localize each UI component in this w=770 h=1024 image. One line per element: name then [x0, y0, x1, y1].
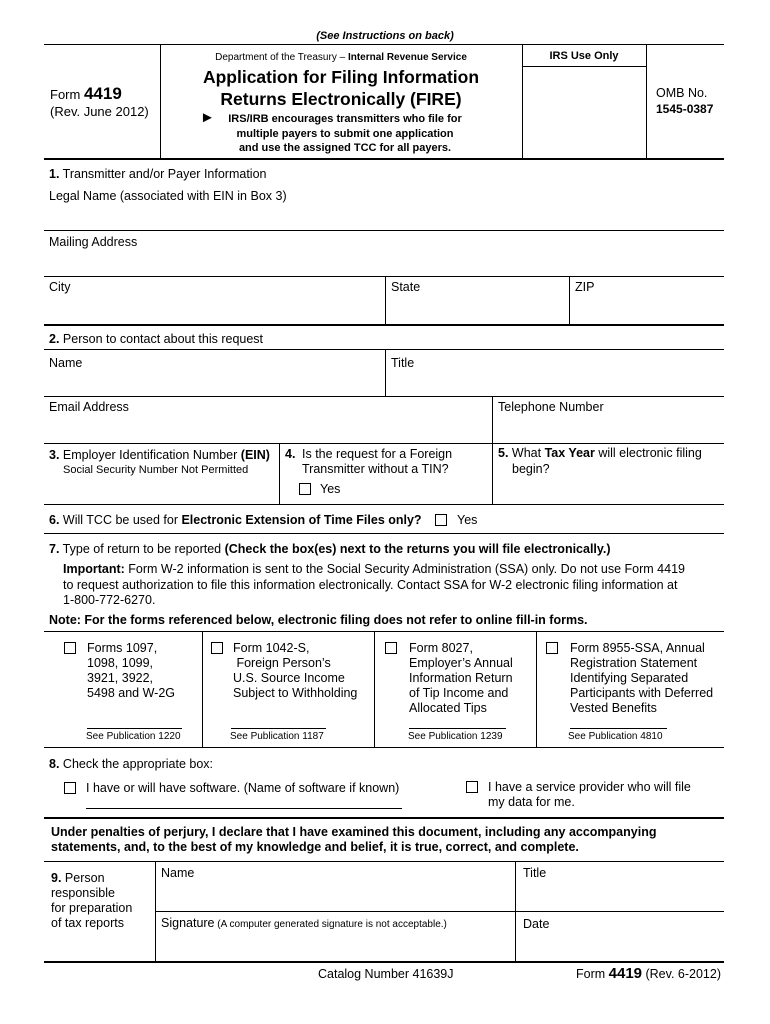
section8-heading-text: Check the appropriate box:: [59, 757, 214, 771]
contact-name-title-divider: [385, 349, 386, 396]
foreign-transmitter-yes-checkbox[interactable]: [299, 483, 311, 495]
section7-heading-bold: (Check the box(es) next to the returns you will file electronically.): [224, 542, 611, 556]
signer-name-rule: [155, 911, 724, 912]
signature-text: Signature: [161, 916, 215, 930]
section6-q-bold: Electronic Extension of Time Files only?: [181, 513, 422, 527]
section6-number: 6.: [49, 513, 60, 527]
section8-heading: [49, 757, 213, 771]
section2-heading-rule: [44, 349, 724, 350]
section1-heading: [49, 167, 266, 181]
encourages-note: IRS/IRB encourages transmitters who file for multiple payers to submit one application and use the assigned TCC for all payers.: [228, 113, 462, 154]
section7-heading: [49, 542, 611, 556]
form-1042s-rule: [231, 728, 326, 729]
irs-use-only-rule: [522, 66, 646, 67]
ein-abbrev: (EIN): [240, 448, 270, 462]
section7-heading-text: Type of return to be reported: [59, 542, 225, 556]
arrow-icon: ►: [200, 109, 215, 126]
section2-number: 2.: [49, 332, 60, 346]
extension-yes-checkbox[interactable]: [435, 514, 447, 526]
ein-label: [49, 448, 270, 462]
form-8955ssa-checkbox[interactable]: [546, 642, 558, 654]
section9-number: 9.: [51, 871, 62, 885]
form-8027-publication: See Publication 1239: [408, 731, 503, 742]
option-divider-1: [202, 631, 203, 747]
email-phone-divider: [492, 396, 493, 504]
section7-note: Note: For the forms referenced below, electronic filing does not refer to online fill-in forms.: [49, 613, 588, 627]
legal-name-label: Legal Name (associated with EIN in Box 3): [49, 189, 287, 203]
form-label: Form: [50, 87, 81, 102]
forms-1097-rule: [87, 728, 182, 729]
signer-title-label: Title: [523, 866, 547, 880]
omb-number: 1545-0387: [656, 102, 714, 116]
signature-note: (A computer generated signature is not acceptable.): [214, 919, 447, 930]
ssn-not-permitted-note: Social Security Number Not Permitted: [63, 464, 249, 476]
city-state-divider: [385, 276, 386, 324]
footer-form-rev: (Rev. 6-2012): [642, 967, 721, 981]
department-text: Department of the Treasury –: [215, 52, 348, 63]
form-1042s-publication: See Publication 1187: [230, 731, 324, 742]
contact-name-label: Name: [49, 356, 83, 370]
contact-name-rule: [44, 396, 724, 397]
header-divider-right: [646, 44, 647, 158]
tax-year-q-pre: What: [508, 446, 545, 460]
section4-number: 4.: [285, 447, 296, 461]
software-label: I have or will have software. (Name of software if known): [86, 781, 400, 795]
see-instructions-note: (See Instructions on back): [316, 30, 454, 42]
email-label: Email Address: [49, 400, 129, 414]
section1-number: 1.: [49, 167, 60, 181]
state-zip-divider: [569, 276, 570, 324]
software-name-field[interactable]: [86, 808, 402, 809]
service-provider-checkbox[interactable]: [466, 781, 478, 793]
section1-heading-text: Transmitter and/or Payer Information: [59, 167, 267, 181]
important-text: Form W-2 information is sent to the Social Security Administration (SSA) only. Do not use Form 4419 to request authorization to file this information electronically. Contact SSA for W-2 electronic filing information at 1-800-772-6270.: [63, 562, 685, 607]
signature-label: [161, 916, 447, 930]
form-title: [160, 66, 522, 110]
extension-yes-label: Yes: [457, 513, 478, 527]
section1-bottom-rule: [44, 324, 724, 326]
form-revision: (Rev. June 2012): [50, 104, 149, 119]
software-checkbox[interactable]: [64, 782, 76, 794]
important-note: [63, 562, 723, 609]
ein-foreign-divider: [279, 443, 280, 504]
telephone-label: Telephone Number: [498, 400, 604, 414]
contact-title-label: Title: [391, 356, 415, 370]
tax-year-q-post: will electronic filing: [594, 446, 702, 460]
form-title-line2: Returns Electronically (FIRE): [220, 89, 462, 109]
forms-1097-label: Forms 1097, 1098, 1099, 3921, 3922, 5498 and W-2G: [87, 641, 176, 700]
form-id-block: [50, 84, 122, 104]
form-8955ssa-rule: [570, 728, 667, 729]
form-8955ssa-publication: See Publication 4810: [568, 731, 663, 742]
footer-form-number: 4419: [608, 965, 643, 982]
perjury-bottom-rule: [44, 861, 724, 862]
date-label: Date: [523, 917, 550, 931]
zip-label: ZIP: [575, 280, 595, 294]
irs-name: Internal Revenue Service: [347, 52, 467, 63]
form-bottom-rule: [44, 961, 724, 963]
omb-label: OMB No.: [656, 86, 708, 100]
section6-question: [49, 513, 422, 527]
option-divider-2: [374, 631, 375, 747]
section2-heading-text: Person to contact about this request: [59, 332, 264, 346]
header-bottom-rule: [44, 158, 724, 160]
mailing-address-label: Mailing Address: [49, 235, 138, 249]
form-1042s-checkbox[interactable]: [211, 642, 223, 654]
section3-number: 3.: [49, 448, 60, 462]
important-label: Important:: [63, 562, 125, 576]
tax-year-q-bold: Tax Year: [544, 446, 595, 460]
department-line: [160, 52, 522, 63]
section6-bottom-rule: [44, 533, 724, 534]
service-provider-label: I have a service provider who will file my data for me.: [488, 780, 691, 809]
catalog-number: Catalog Number 41639J: [318, 967, 454, 981]
section2-heading: [49, 332, 263, 346]
forms-1097-publication: See Publication 1220: [86, 731, 181, 742]
forms-1097-checkbox[interactable]: [64, 642, 76, 654]
section7-bottom-rule: [44, 747, 724, 748]
section9-label-text: Person responsible for preparation of tax reports: [51, 871, 133, 930]
section8-bottom-rule: [44, 817, 724, 819]
form-1042s-label: Form 1042-S, Foreign Person’s U.S. Source Income Subject to Withholding: [233, 641, 358, 700]
form-number: 4419: [83, 84, 122, 103]
section3-label-text: Employer Identification Number: [59, 448, 241, 462]
email-rule: [44, 443, 724, 444]
section5-number: 5.: [498, 446, 509, 460]
tax-year-question-line2: begin?: [512, 462, 550, 476]
section7-options-top-rule: [44, 631, 724, 632]
section9-label: [51, 871, 132, 931]
perjury-statement: Under penalties of perjury, I declare that I have examined this document, including any accompanying statements, and, to the best of my knowledge and belief, it is true, correct, and complete.: [51, 825, 657, 854]
legal-name-rule: [44, 230, 724, 231]
signer-name-label: Name: [161, 866, 195, 880]
tax-year-question: [498, 446, 702, 460]
section7-number: 7.: [49, 542, 60, 556]
section8-number: 8.: [49, 757, 60, 771]
state-label: State: [391, 280, 421, 294]
city-label: City: [49, 280, 71, 294]
mailing-address-rule: [44, 276, 724, 277]
foreign-transmitter-yes-label: Yes: [320, 482, 341, 496]
section345-bottom-rule: [44, 504, 724, 505]
foreign-transmitter-question: Is the request for a Foreign Transmitter without a TIN?: [302, 447, 453, 476]
header-top-rule: [44, 44, 724, 45]
option-divider-3: [536, 631, 537, 747]
form-8027-rule: [409, 728, 506, 729]
form-title-line1: Application for Filing Information: [202, 67, 480, 87]
irs-use-only-label: IRS Use Only: [549, 50, 619, 62]
form-8027-label: Form 8027, Employer’s Annual Information Return of Tip Income and Allocated Tips: [409, 641, 513, 715]
section6-q-pre: Will TCC be used for: [59, 513, 182, 527]
form-8955ssa-label: Form 8955-SSA, Annual Registration Statement Identifying Separated Participants with Deferred Vested Benefits: [570, 641, 714, 715]
footer-form-label: Form: [576, 967, 609, 981]
form-8027-checkbox[interactable]: [385, 642, 397, 654]
footer-form-id: [576, 965, 721, 982]
